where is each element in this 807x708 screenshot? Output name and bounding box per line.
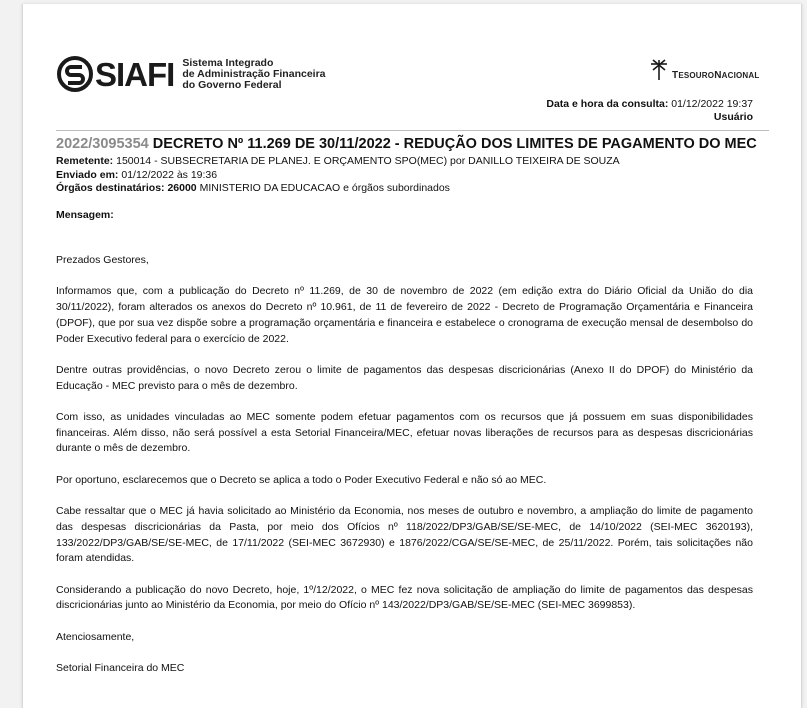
message-meta (56, 155, 620, 196)
closing: Atenciosamente, (56, 630, 135, 643)
user-label: Usuário (713, 111, 753, 123)
sender-row: Remetente: 150014 - SUBSECRETARIA DE PLANEJ. E ORÇAMENTO SPO(MEC) por DANILLO TEIXEIRA DE SOUZA (56, 155, 620, 167)
paragraph: Dentre outras providências, o novo Decreto zerou o limite de pagamentos das despesas discricionárias (Anexo II do DPOF) do Ministério da Educação - MEC previsto para o mês de dezembro. (56, 363, 753, 392)
paragraph: Considerando a publicação do novo Decreto, hoje, 1º/12/2022, o MEC fez nova solicitação de ampliação do limite de pagamentos das despesas discricionárias junto ao Ministério da Economia, por meio do Ofício nº 143/2022/DP3/GAB/SE/SE-MEC (SEI-MEC 3699853). (56, 583, 753, 612)
paragraph: Por oportuno, esclarecemos que o Decreto se aplica a todo o Poder Executivo Federal e não só ao MEC. (56, 473, 547, 486)
consult-info (546, 98, 753, 124)
consult-label: Data e hora da consulta: (546, 98, 669, 110)
tesouro-star-icon (648, 58, 670, 82)
paragraph: Cabe ressaltar que o MEC já havia solicitado ao Ministério da Economia, nos meses de outubro e novembro, a ampliação do limite de pagamento das despesas discricionárias da Pasta, por meio dos Ofícios nº 118/2022/DP3/GAB/SE/SE-MEC, de 14/10/2022 (SEI-MEC 3620193), 133/2022/DP3/GAB/SE/SE-MEC, de 17/11/2022 (SEI-MEC 3672930) e 1876/2022/CGA/SE/SE-MEC, de 25/11/2022. Porém, tais solicitações não foram atendidas. (56, 505, 753, 565)
paragraph: Informamos que, com a publicação do Decreto nº 11.269, de 30 de novembro de 2022 (em edição extra do Diário Oficial da União do dia 30/11/2022), foram alterados os anexos do Decreto nº 10.961, de 11 de fevereiro de 2022 - Decreto de Programação Orçamentária e Financeira (DPOF), que por sua vez dispõe sobre a programação orçamentária e financeira e estabelece o cronograma de execução mensal de desembolso do Poder Executivo federal para o exercício de 2022. (56, 285, 753, 345)
recipients-code: 26000 (167, 182, 197, 194)
header-divider (56, 130, 769, 131)
paragraph: Com isso, as unidades vinculadas ao MEC somente podem efetuar pagamentos com os recursos que já possuem em suas disponibilidades financeiras. Além disso, não será possível a esta Setorial Financeira/MEC, efetuar novas liberações de recursos para as despesas discricionárias durante o mês de dezembro. (56, 410, 753, 455)
message-number: 2022/3095354 (56, 136, 149, 152)
sent-value: 01/12/2022 às 19:36 (121, 168, 218, 181)
recipients-row: Órgãos destinatários: 26000 MINISTERIO DA EDUCACAO e órgãos subordinados (56, 182, 450, 194)
message-title (56, 136, 757, 152)
siafi-subtitle: Sistema Integrado de Administração Financeira do Governo Federal (182, 56, 326, 91)
siafi-logo (57, 54, 326, 94)
tesouro-nacional-text: TESOURONACIONAL (672, 70, 760, 81)
recipients-value: MINISTERIO DA EDUCACAO e órgãos subordinados (199, 182, 450, 194)
tesouro-nacional-logo (648, 58, 759, 82)
sender-value: 150014 - SUBSECRETARIA DE PLANEJ. E ORÇAMENTO SPO(MEC) por DANILLO TEIXEIRA DE SOUZA (116, 155, 620, 167)
consult-datetime: 01/12/2022 19:37 (671, 98, 753, 110)
message-body (56, 253, 753, 693)
paragraph: Prezados Gestores, (56, 254, 149, 266)
message-label: Mensagem: (56, 209, 114, 221)
signature: Setorial Financeira do MEC (56, 662, 185, 675)
siafi-wordmark: SIAFI (95, 55, 175, 93)
siafi-emblem-icon (57, 56, 93, 92)
sent-row: Enviado em: 01/12/2022 às 19:36 (56, 168, 218, 181)
document-page (22, 4, 802, 708)
message-subject: DECRETO Nº 11.269 DE 30/11/2022 - REDUÇÃO DOS LIMITES DE PAGAMENTO DO MEC (152, 136, 757, 152)
